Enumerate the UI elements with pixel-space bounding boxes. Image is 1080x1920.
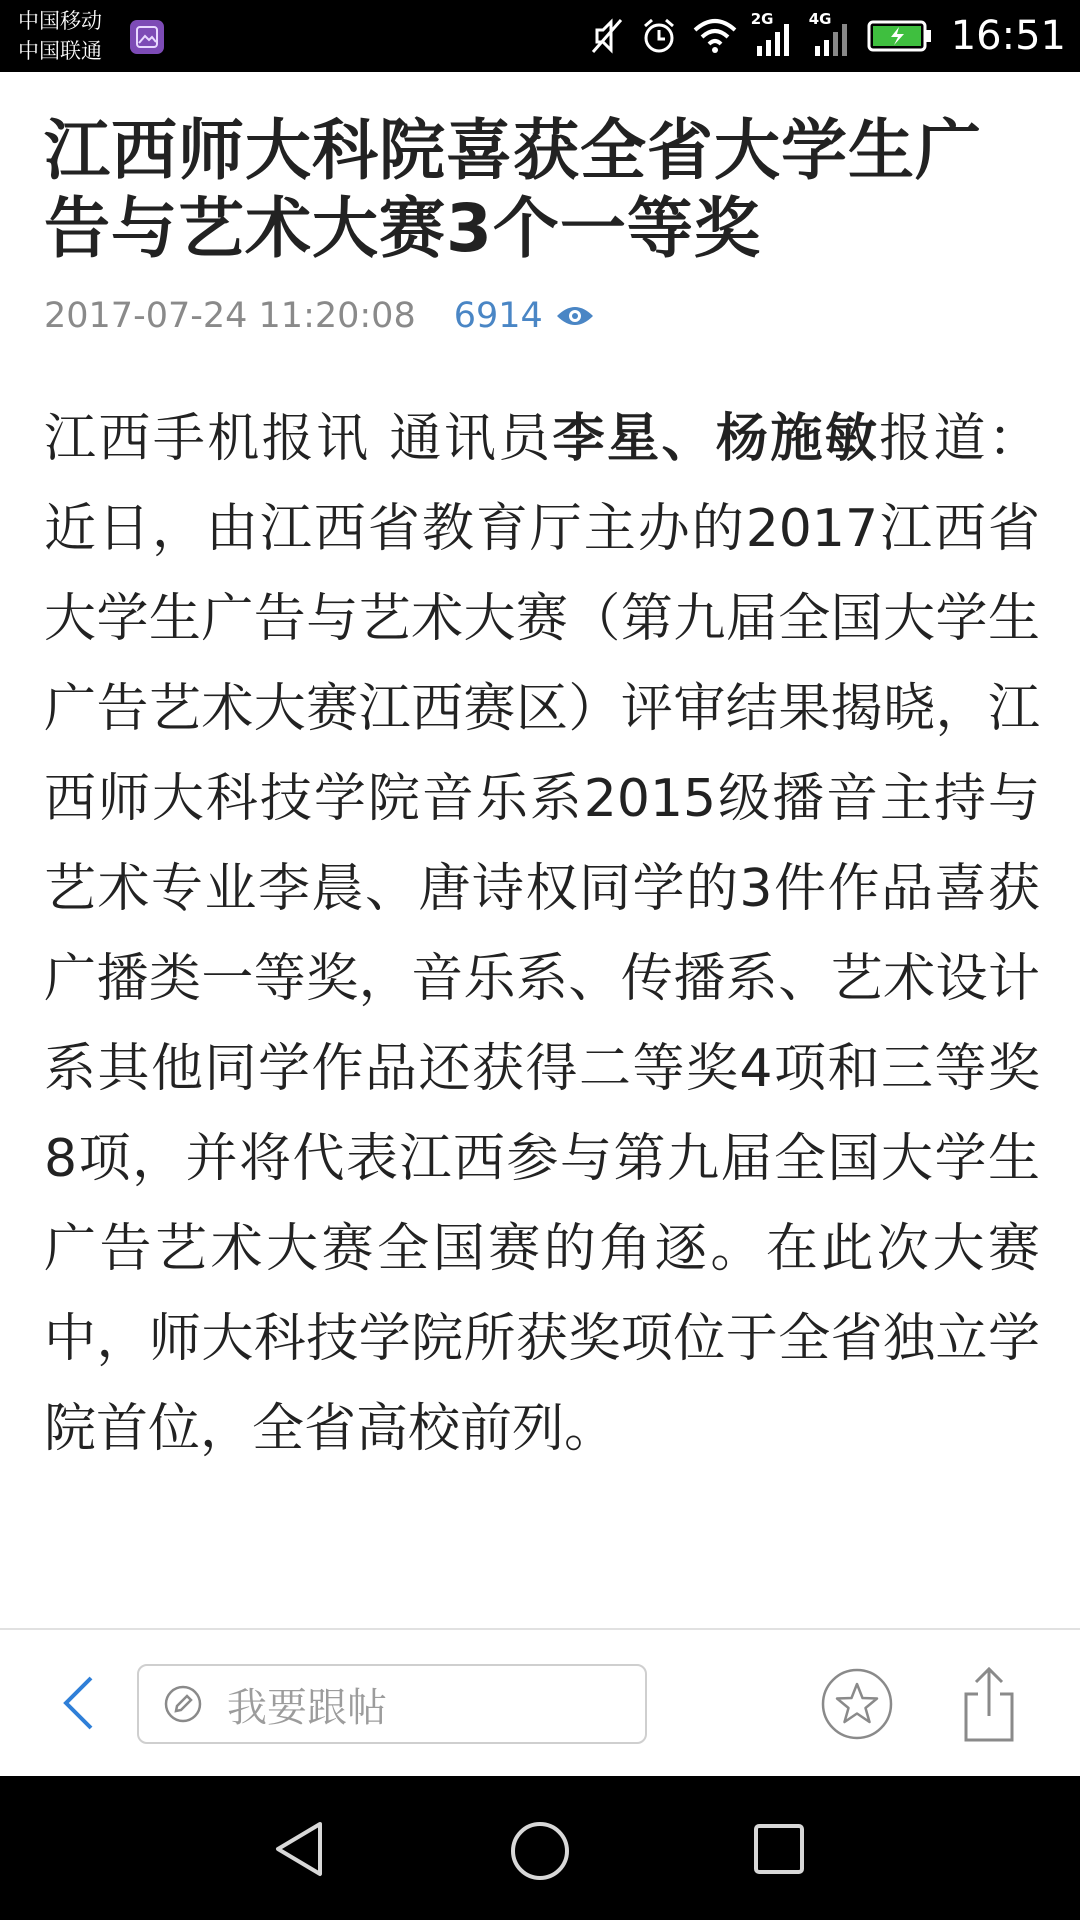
chevron-left-icon <box>61 1675 95 1731</box>
nav-home-button[interactable] <box>509 1820 571 1886</box>
share-button[interactable] <box>958 1664 1020 1744</box>
battery-charging-icon <box>867 19 933 53</box>
carrier-1: 中国移动 <box>18 9 102 33</box>
pen-icon <box>163 1684 203 1724</box>
bottom-toolbar <box>0 1628 1080 1776</box>
wifi-icon <box>693 18 737 54</box>
article-meta <box>44 294 1040 338</box>
carrier-2: 中国联通 <box>18 39 102 63</box>
signal-4g-icon <box>808 10 853 58</box>
square-recents-icon <box>752 1822 806 1876</box>
article-body <box>44 394 1040 1474</box>
nav-back-button[interactable] <box>272 1820 326 1882</box>
system-navigation-bar <box>0 1776 1080 1920</box>
status-icons <box>589 0 1066 72</box>
body-reporters: 李星、杨施敏 <box>552 409 880 469</box>
publish-date: 2017-07-24 11:20:08 <box>44 296 416 336</box>
view-count: 6914 <box>453 296 543 336</box>
circle-home-icon <box>509 1820 571 1882</box>
article <box>44 72 1040 1474</box>
status-bar <box>0 0 1080 72</box>
clock: 16:51 <box>950 13 1066 59</box>
star-icon <box>821 1668 893 1740</box>
favorite-button[interactable] <box>821 1668 893 1740</box>
signal-2g-icon <box>750 10 795 58</box>
eye-icon <box>555 302 595 330</box>
gallery-notification-icon <box>130 20 164 54</box>
back-button[interactable] <box>48 1670 108 1736</box>
net-4g-label: 4G <box>808 10 832 28</box>
vibrate-mute-icon <box>589 16 625 56</box>
reply-input[interactable] <box>137 1664 647 1744</box>
body-intro: 江西手机报讯 通讯员 <box>44 409 553 469</box>
article-title: 江西师大科院喜获全省大学生广告与艺术大赛3个一等奖 <box>44 112 982 267</box>
carrier-labels <box>18 6 102 66</box>
share-icon <box>958 1664 1020 1744</box>
reply-placeholder: 我要跟帖 <box>227 1684 387 1731</box>
net-2g-label: 2G <box>750 10 774 28</box>
triangle-back-icon <box>272 1820 326 1878</box>
body-main: 报道：近日，由江西省教育厅主办的2017江西省大学生广告与艺术大赛（第九届全国大学生广告艺术大赛江西赛区）评审结果揭晓，江西师大科技学院音乐系2015级播音主持与艺术专业李晨、唐诗权同学的3件作品喜获广播类一等奖，音乐系、传播系、艺术设计系其他同学作品还获得二等奖4项和三等奖8项，并将代表江西参与第九届全国大学生广告艺术大赛全国赛的角逐。在此次大赛中，师大科技学院所获奖项位于全省独立学院首位，全省高校前列。 <box>44 409 1040 1459</box>
nav-recents-button[interactable] <box>752 1822 806 1880</box>
alarm-icon <box>639 16 679 56</box>
